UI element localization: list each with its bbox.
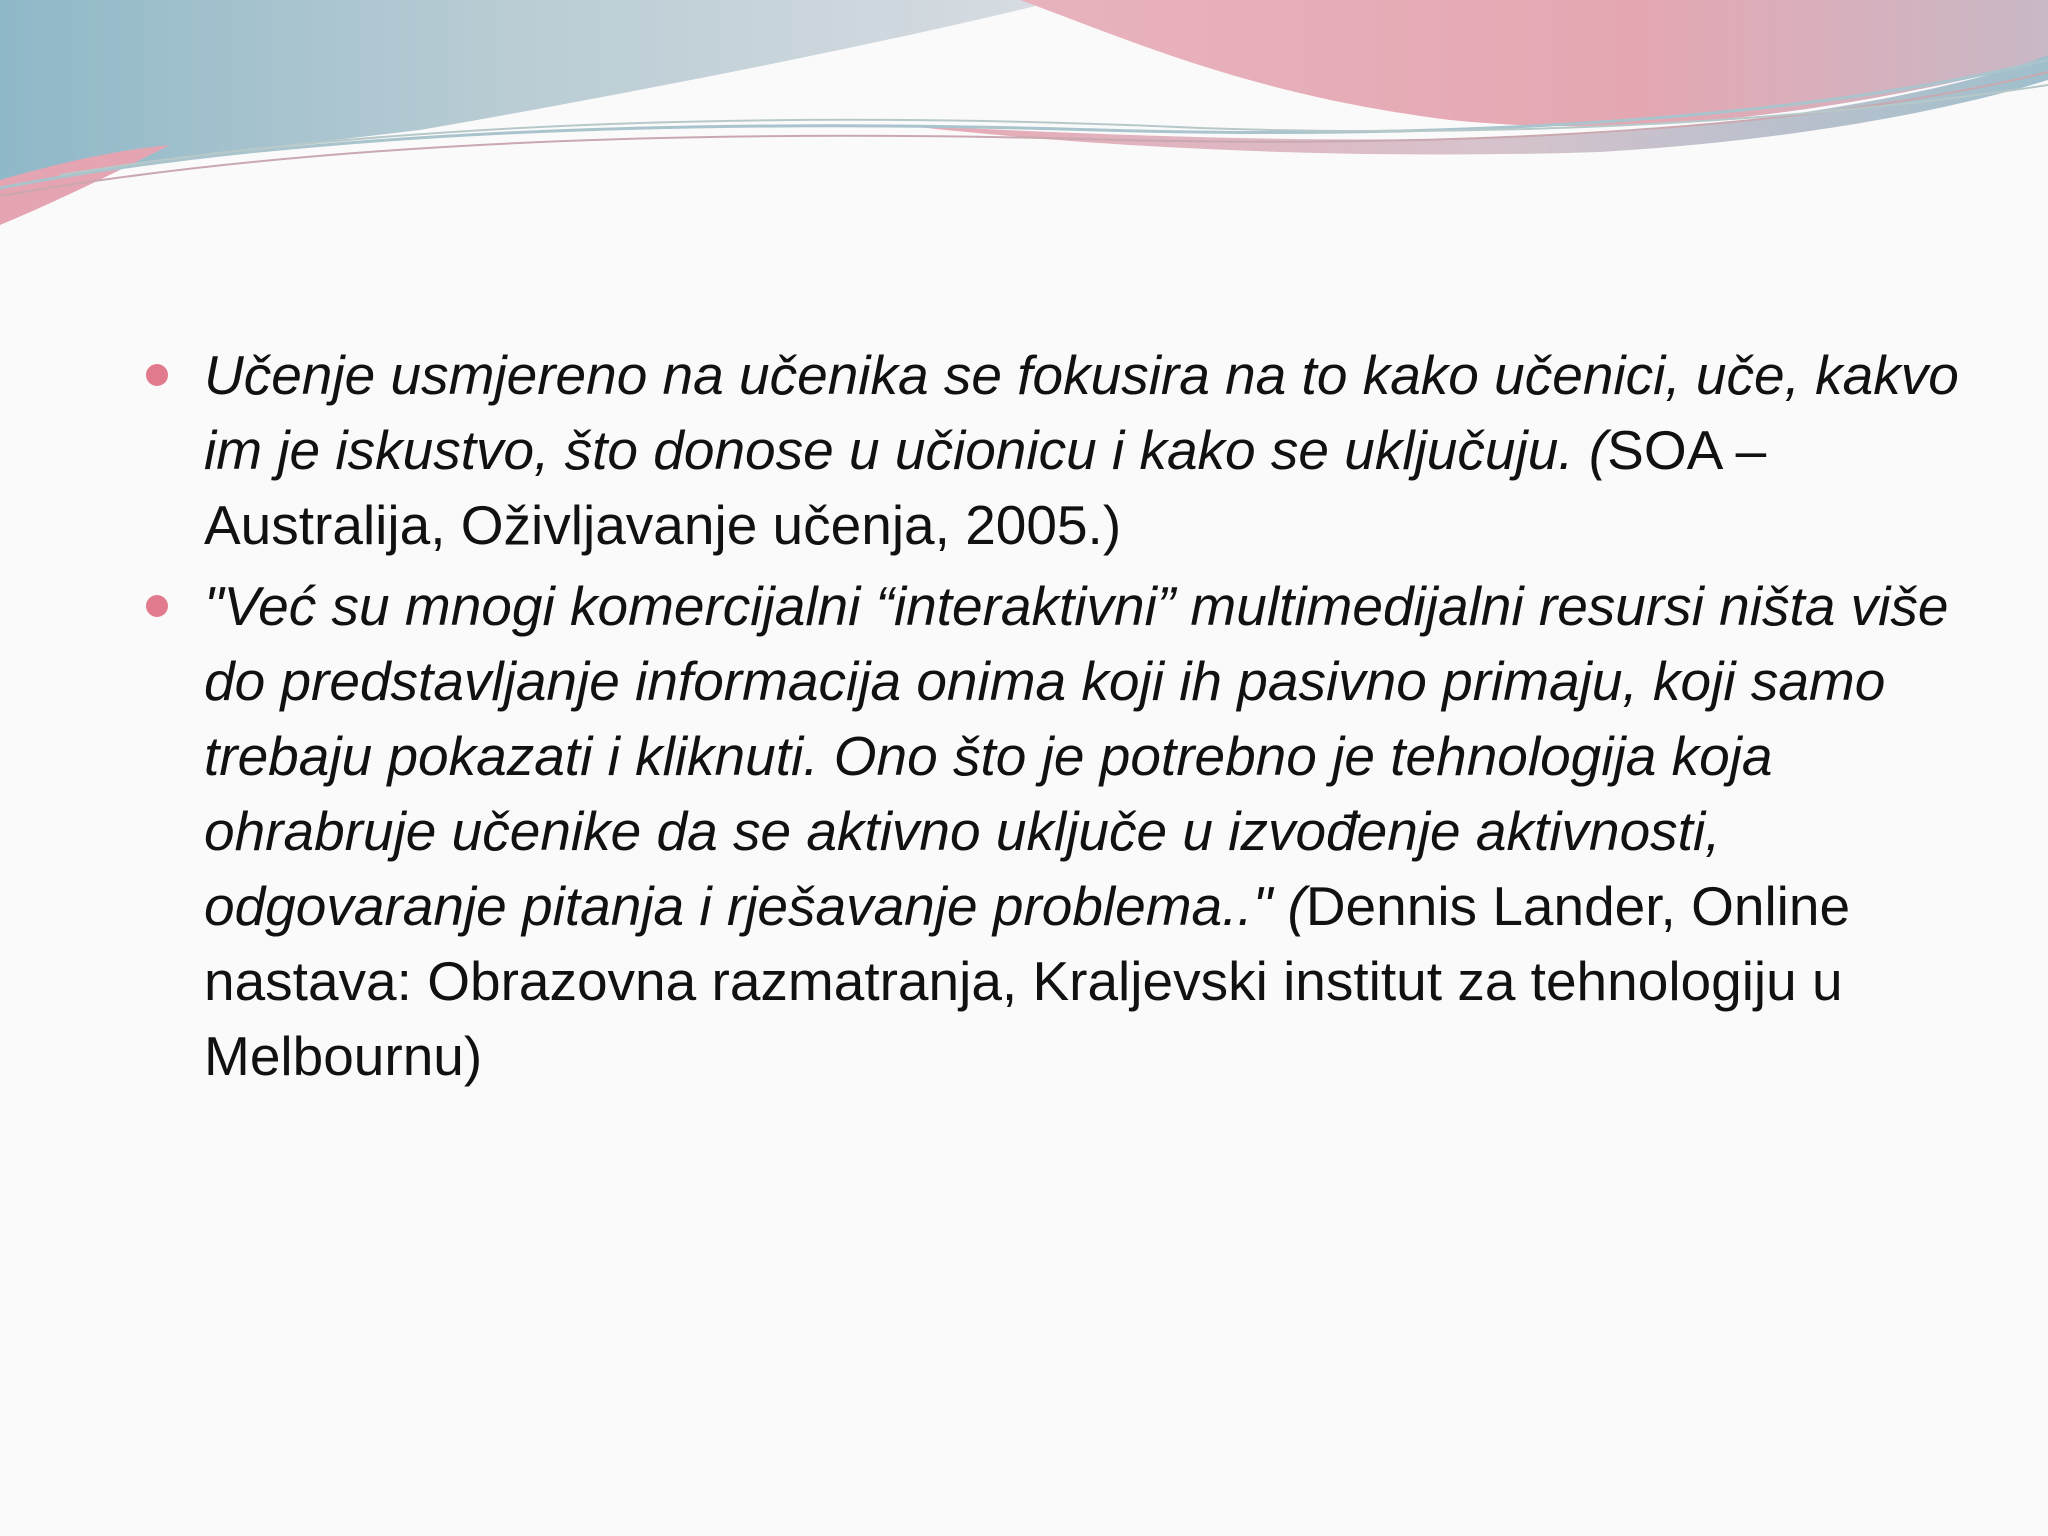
bullet-1-quote: Učenje usmjereno na učenika se fokusira na to kako učenici, uče, kakvo im je iskustvo, što donose u učionicu i kako se uključuju. ( [204,344,1959,481]
bullet-dot-icon [146,364,168,386]
bullet-dot-icon [146,595,168,617]
slide-content [140,338,1960,1100]
bullet-2-quote: "Već su mnogi komercijalni “interaktivni” multimedijalni resursi ništa više do predstavljanje informacija onima koji ih pasivno primaju, koji samo trebaju pokazati i kliknuti. Ono što je potrebno je tehnologija koja ohrabruje učenike da se aktivno uključe u izvođenje aktivnosti, odgovaranje pitanja i rješavanje problema.." ( [204,575,1949,937]
bullet-item-2 [140,569,1960,1094]
bullet-1-source: SOA –Australija, Oživljavanje učenja, 2005.) [204,419,1767,556]
header-wave-decoration [0,0,2048,240]
bullet-2-source: Dennis Lander, Online nastava: Obrazovna razmatranja, Kraljevski institut za tehnologiju u Melbournu) [204,875,1851,1087]
bullet-item-1 [140,338,1960,563]
